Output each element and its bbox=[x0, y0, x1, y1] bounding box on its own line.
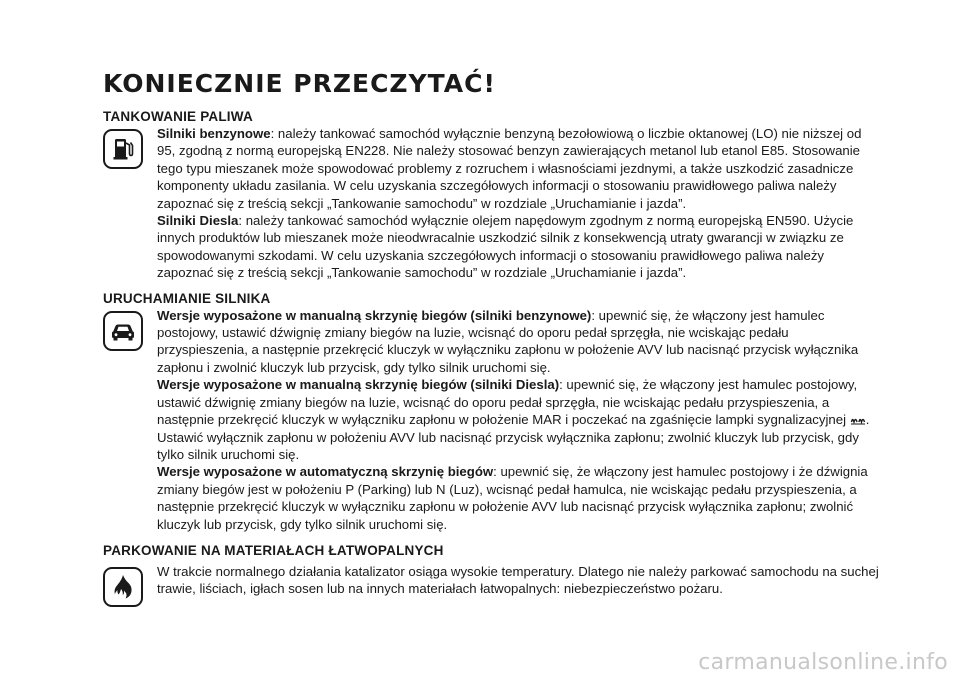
paragraph-text: : należy tankować samochód wyłącznie benzyną bezołowiową o liczbie oktanowej (LO) nie niższej od 95, zgodną z normą europejską EN228. Nie należy stosować benzyn zawierających metanol lub etanol E85. Stosowanie tego typu mieszanek może spowodować problemy z rozruchem i własnościami jezdnymi, a także uszkodzić zasadnicze komponenty układu zasilania. W celu uzyskania szczegółowych informacji o stosowaniu prawidłowego paliwa należy zapoznać się z treścią sekcji „Tankowanie samochodu” w rozdziale „Uruchamianie i jazda”. bbox=[157, 126, 862, 211]
paragraph-text-after: . Ustawić wyłącznik zapłonu w położeniu AVV lub nacisnąć przycisk wyłącznika zapłonu; zwolnić kluczyk lub przycisk, gdy tylko silnik uruchomi się. bbox=[157, 412, 870, 462]
section-engine-start bbox=[103, 290, 883, 533]
paragraph-text: W trakcie normalnego działania katalizator osiąga wysokie temperatury. Dlatego nie należy parkować samochodu na suchej trawie, liściach, igłach sosen lub na innych materiałach łatwopalnych: niebezpieczeństwo pożaru. bbox=[157, 563, 879, 597]
paragraph-lead: Silniki benzynowe bbox=[157, 126, 271, 141]
paragraph-lead: Wersje wyposażone w manualną skrzynię biegów (silniki Diesla) bbox=[157, 377, 560, 393]
manual-page bbox=[103, 68, 883, 607]
car-icon bbox=[103, 311, 143, 351]
paragraph-text: : upewnić się, że włączony jest hamulec postojowy, ustawić dźwignię zmiany biegów na luzie, wcisnąć do oporu pedał sprzęgła, nie wciskając pedału przyspieszenia, a następnie przekręcić kluczyk w wyłączniku zapłonu w położenie AVV lub nacisnąć przycisk wyłącznika zapłonu i zwolnić kluczyk lub przycisk, gdy tylko silnik uruchomi się. bbox=[157, 307, 859, 375]
glow-plug-icon bbox=[850, 412, 866, 423]
paragraph-lead: Wersje wyposażone w automatyczną skrzynię biegów bbox=[157, 464, 494, 480]
section-parking bbox=[103, 542, 883, 607]
paragraph bbox=[157, 307, 883, 377]
paragraph-lead: Wersje wyposażone w manualną skrzynię biegów (silniki benzynowe) bbox=[157, 307, 592, 323]
paragraph bbox=[157, 463, 883, 533]
paragraph bbox=[157, 563, 883, 598]
flame-icon bbox=[103, 567, 143, 607]
paragraph bbox=[157, 212, 883, 282]
page-title: KONIECZNIE PRZECZYTAĆ! bbox=[103, 69, 496, 98]
fuel-pump-icon bbox=[103, 129, 143, 169]
watermark: carmanualsonline.info bbox=[698, 650, 948, 675]
paragraph-text: : upewnić się, że włączony jest hamulec postojowy, ustawić dźwignię zmiany biegów na luzie, wcisnąć do oporu pedał sprzęgła, nie wciskając pedału przyspieszenia, a następnie przekręcić kluczyk w wyłączniku zapłonu w położenie MAR i poczekać na zgaśnięcie lampki sygnalizacyjnej bbox=[157, 377, 858, 428]
paragraph-text: : upewnić się, że włączony jest hamulec postojowy i że dźwignia zmiany biegów jest w położeniu P (Parking) lub N (Luz), wcisnąć pedał hamulca, nie wciskając pedału przyspieszenia, a następnie przekręcić kluczyk w wyłączniku zapłonu w położenie AVV lub nacisnąć przycisk wyłącznika zapłonu; zwolnić kluczyk lub przycisk, gdy tylko silnik uruchomi się. bbox=[157, 464, 868, 532]
paragraph-lead: Silniki Diesla bbox=[157, 213, 239, 229]
section-heading: PARKOWANIE NA MATERIAŁACH ŁATWOPALNYCH bbox=[103, 542, 444, 558]
paragraph bbox=[157, 376, 883, 463]
section-heading: TANKOWANIE PALIWA bbox=[103, 109, 253, 124]
paragraph bbox=[157, 125, 883, 212]
paragraph-text: : należy tankować samochód wyłącznie olejem napędowym zgodnym z normą europejską EN590. Użycie innych produktów lub mieszanek może nieodwracalnie uszkodzić silnik z konsekwencją utraty gwarancji w związku ze spowodowanymi szkodami. W celu uzyskania szczegółowych informacji o stosowaniu prawidłowego paliwa należy zapoznać się z treścią sekcji „Tankowanie samochodu” w rozdziale „Uruchamianie i jazda”. bbox=[157, 213, 854, 281]
section-heading: URUCHAMIANIE SILNIKA bbox=[103, 290, 271, 306]
section-fuel bbox=[103, 108, 883, 282]
